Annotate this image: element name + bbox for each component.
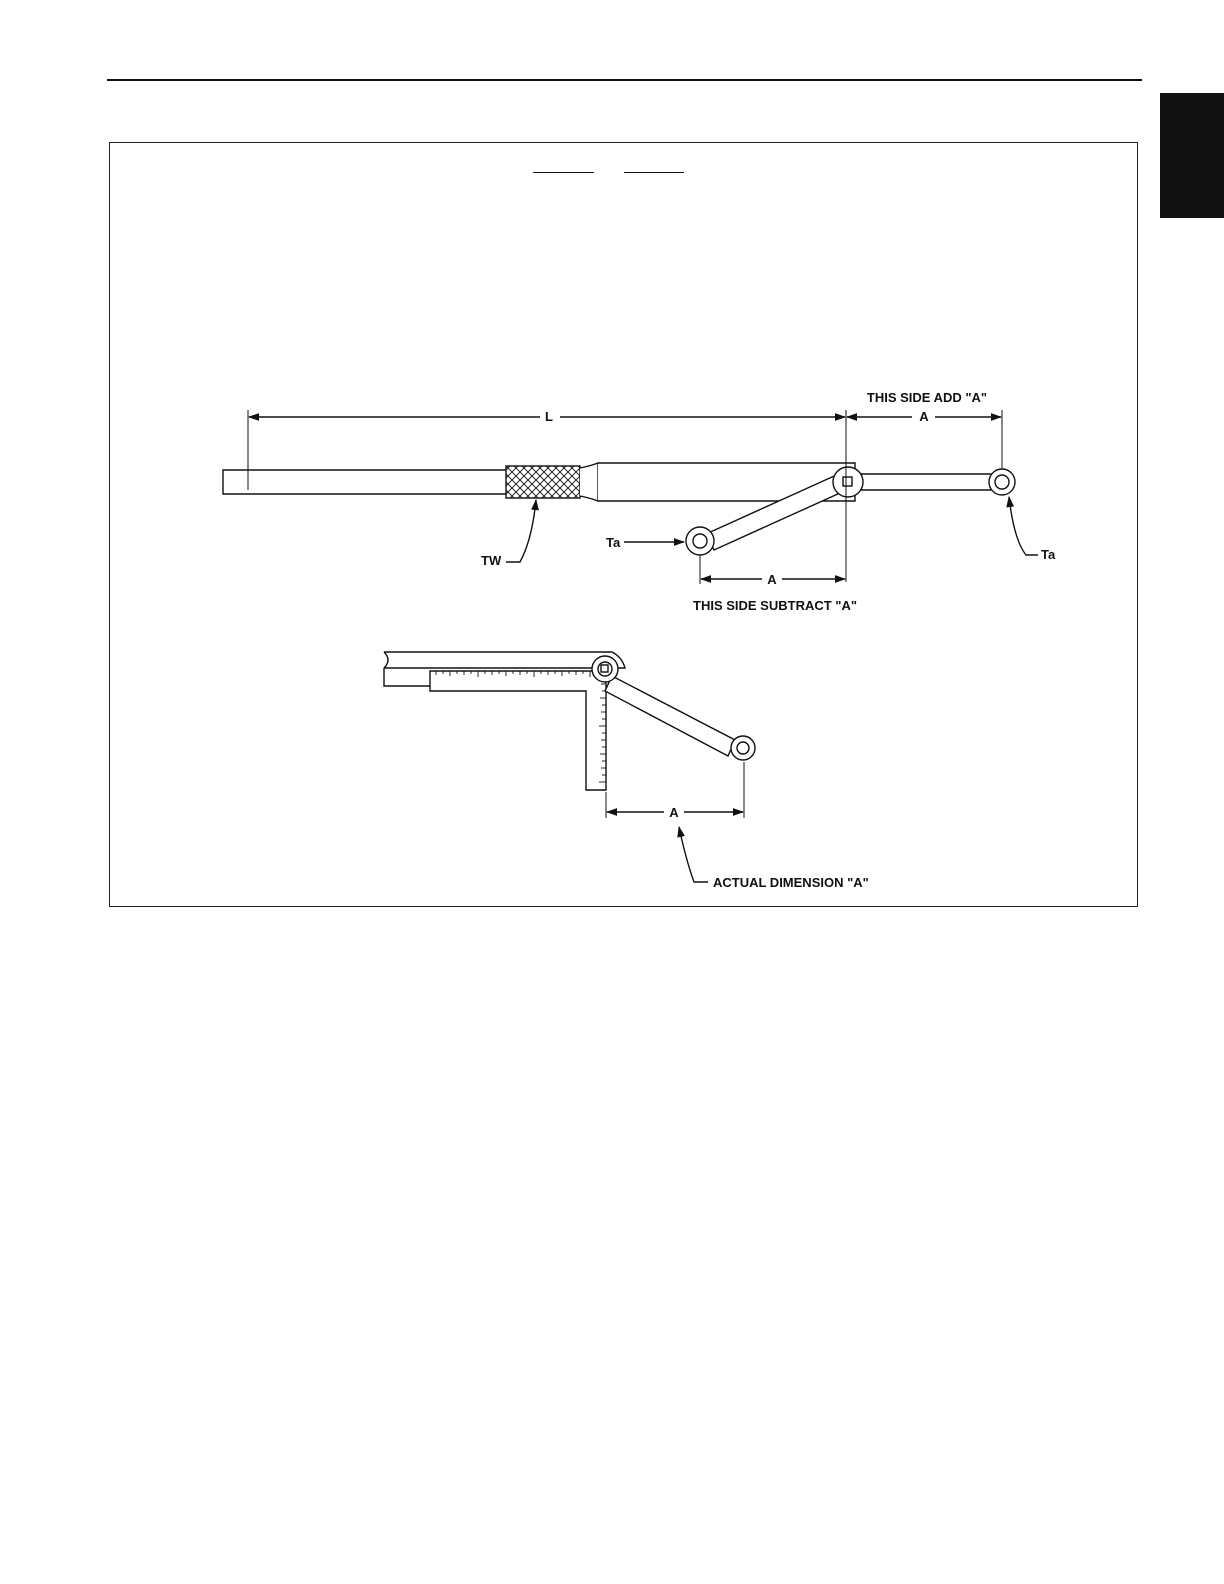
leader-ta-right xyxy=(1009,497,1038,555)
label-torque-wrench: TW xyxy=(481,553,502,568)
carpenter-square xyxy=(430,671,606,790)
knurled-grip xyxy=(506,466,580,498)
extension-measured xyxy=(592,656,755,760)
label-length: L xyxy=(545,409,553,424)
label-add-side: THIS SIDE ADD "A" xyxy=(866,390,988,405)
extension-straight xyxy=(855,469,1015,495)
label-add-dim: A xyxy=(919,409,929,424)
label-subtract-side: THIS SIDE SUBTRACT "A" xyxy=(693,598,857,613)
square-drive xyxy=(843,477,852,486)
label-torque-left: Ta xyxy=(606,535,621,550)
torque-wrench xyxy=(223,463,855,501)
label-torque-right: Ta xyxy=(1041,547,1056,562)
label-actual-dim: A xyxy=(669,805,679,820)
leader-actual-dimension xyxy=(679,827,708,882)
label-actual-dimension: ACTUAL DIMENSION "A" xyxy=(713,875,869,890)
label-subtract-dim: A xyxy=(767,572,777,587)
leader-tw xyxy=(506,500,536,562)
